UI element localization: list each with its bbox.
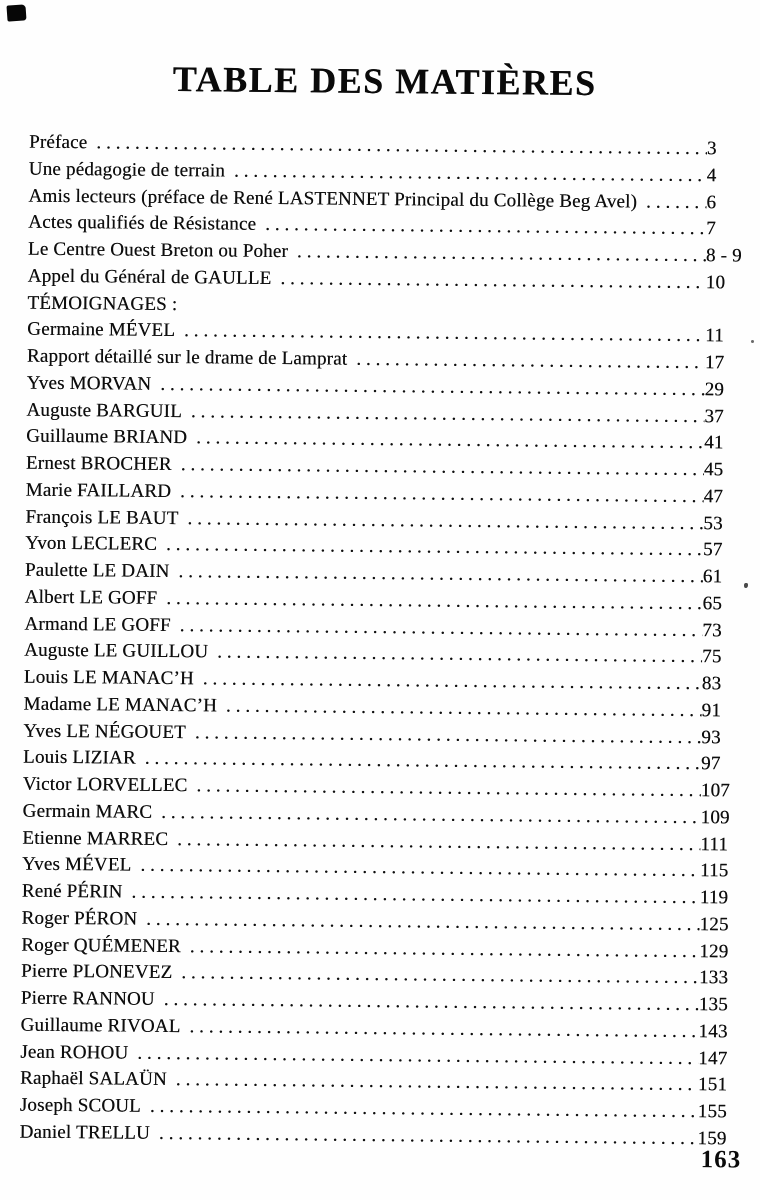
toc-entry-main xyxy=(29,132,707,161)
dot-leader xyxy=(177,829,700,856)
toc-list xyxy=(19,132,754,1155)
toc-entry-label: Le Centre Ouest Breton ou Poher xyxy=(27,238,289,263)
toc-entry-label: Yves MÉVEL xyxy=(21,853,132,876)
dot-leader xyxy=(180,615,703,642)
toc-entry-page: 57 xyxy=(703,539,723,561)
toc-entry-label: Yvon LECLERC xyxy=(25,532,158,556)
toc-entry-label: François LE BAUT xyxy=(25,506,179,529)
toc-entry-page: 125 xyxy=(699,913,729,936)
toc-entry-page: 129 xyxy=(699,940,729,962)
toc-entry-label: Pierre PLONEVEZ xyxy=(20,960,173,984)
toc-entry-label: Roger PÉRON xyxy=(21,907,138,930)
toc-entry-label: Jean ROHOU xyxy=(20,1041,129,1064)
toc-entry-label: Une pédagogie de terrain xyxy=(28,158,226,182)
toc-entry-label: Germaine MÉVEL xyxy=(27,318,176,342)
toc-entry-label: Appel du Général de GAULLE xyxy=(27,265,272,289)
toc-entry-page: 17 xyxy=(704,352,725,374)
dot-leader xyxy=(184,320,705,347)
toc-entry-page: 97 xyxy=(700,753,721,775)
dot-leader xyxy=(180,481,704,508)
dot-leader xyxy=(226,695,702,722)
toc-entry-page: 61 xyxy=(702,566,723,588)
toc-entry-page: 65 xyxy=(702,592,723,615)
toc-entry-page: 53 xyxy=(703,512,723,534)
toc-entry-page: 45 xyxy=(703,459,724,481)
toc-entry-label: TÉMOIGNAGES : xyxy=(27,292,178,315)
toc-entry-label: Marie FAILLARD xyxy=(25,479,172,502)
toc-entry-page: 143 xyxy=(698,1020,728,1043)
toc-entry-label: Louis LIZIAR xyxy=(22,746,136,769)
toc-entry-label: Amis lecteurs (préface de René LASTENNET Principal du Collège Beg Avel) xyxy=(28,185,638,212)
dot-leader xyxy=(131,882,699,909)
dot-leader xyxy=(181,962,699,989)
toc-entry-page: 111 xyxy=(700,833,729,855)
toc-entry-label: Pierre RANNOU xyxy=(20,987,155,1010)
footer-page-number: 163 xyxy=(700,1146,742,1174)
dot-leader xyxy=(280,268,706,294)
toc-entry-page: 93 xyxy=(701,726,721,748)
page-title: TABLE DES MATIÈRES xyxy=(172,58,597,104)
toc-entry-page: 155 xyxy=(697,1101,727,1123)
toc-entry-label: Madame LE MANAC’H xyxy=(23,693,218,717)
dot-leader xyxy=(150,1096,698,1123)
toc-entry-label: Etienne MARREC xyxy=(22,827,169,850)
toc-entry xyxy=(19,1121,744,1155)
toc-entry-label: Roger QUÉMENER xyxy=(21,934,181,957)
toc-entry-page: 151 xyxy=(697,1074,728,1096)
dot-leader xyxy=(140,855,700,882)
dot-leader xyxy=(137,1042,698,1069)
toc-entry-page: 8 - 9 xyxy=(705,245,742,267)
toc-entry-label: Actes qualifiés de Résistance xyxy=(28,211,257,236)
toc-entry-label: Paulette LE DAIN xyxy=(24,559,170,582)
toc-entry-label: Ernest BROCHER xyxy=(25,452,172,475)
toc-entry-page: 75 xyxy=(701,646,722,668)
dot-leader xyxy=(196,775,701,802)
toc-entry-label: Yves LE NÉGOUET xyxy=(23,720,187,743)
dot-leader xyxy=(166,588,703,615)
toc-entry-page: 11 xyxy=(705,325,724,347)
dot-leader xyxy=(265,214,706,240)
toc-entry-label: Guillaume BRIAND xyxy=(26,425,188,449)
dot-leader xyxy=(297,241,706,267)
toc-entry-page: 4 xyxy=(706,164,717,186)
toc-entry-label: Rapport détaillé sur le drame de Lamprat xyxy=(26,345,348,370)
toc-entry-page: 107 xyxy=(700,780,731,802)
dot-leader xyxy=(178,561,703,588)
toc-entry-label: Raphaël SALAÜN xyxy=(19,1067,167,1091)
dot-leader xyxy=(190,936,700,963)
toc-entry-page: 135 xyxy=(698,994,728,1016)
toc-entry-label: Yves MORVAN xyxy=(26,372,152,395)
toc-entry-label: Préface xyxy=(28,131,88,154)
dot-leader xyxy=(176,1069,698,1096)
toc-entry-page: 119 xyxy=(699,887,729,909)
dot-leader xyxy=(160,374,705,401)
dot-leader xyxy=(96,132,707,160)
toc-entry-page: 37 xyxy=(704,405,724,427)
toc-entry-page: 47 xyxy=(703,485,724,508)
toc-entry-page: 159 xyxy=(697,1127,727,1150)
dot-leader xyxy=(145,748,701,775)
toc-entry-page: 6 xyxy=(706,191,717,213)
toc-entry-page: 115 xyxy=(699,860,729,882)
dot-leader xyxy=(646,191,707,214)
toc-entry-label: Daniel TRELLU xyxy=(19,1121,151,1144)
dot-leader xyxy=(146,909,700,936)
dot-leader xyxy=(196,427,704,454)
dot-leader xyxy=(164,989,699,1016)
dot-leader xyxy=(217,642,702,669)
toc-entry-label: Auguste LE GUILLOU xyxy=(24,639,209,663)
toc-entry-label: Louis LE MANAC’H xyxy=(23,666,194,690)
toc-entry-page: 109 xyxy=(700,806,730,829)
toc-entry-page: 83 xyxy=(701,673,722,695)
toc-entry-page: 41 xyxy=(704,432,724,454)
toc-entry-label: Germain MARC xyxy=(22,800,153,823)
toc-entry-label: Auguste BARGUIL xyxy=(26,399,183,422)
dot-leader xyxy=(191,401,705,428)
toc-entry-label: Armand LE GOFF xyxy=(24,613,171,636)
toc-entry-page: 147 xyxy=(698,1047,728,1069)
dot-leader xyxy=(181,454,704,481)
dot-leader xyxy=(234,160,707,187)
toc-entry-page: 10 xyxy=(705,271,726,294)
toc-entry-page: 3 xyxy=(706,138,717,160)
toc-entry-page: 29 xyxy=(704,378,725,401)
toc-entry-label: René PÉRIN xyxy=(21,880,123,903)
dot-leader xyxy=(195,722,702,749)
toc-entry-page: 133 xyxy=(698,967,729,989)
dot-leader xyxy=(166,534,703,561)
dot-leader xyxy=(189,1016,698,1043)
toc-entry-label: Joseph SCOUL xyxy=(19,1094,142,1117)
toc-entry-label: Victor LORVELLEC xyxy=(22,773,188,797)
dot-leader xyxy=(159,1123,698,1150)
toc-entry-page: 7 xyxy=(706,218,716,240)
toc-entry-page: 73 xyxy=(702,619,722,641)
toc-entry-label: Albert LE GOFF xyxy=(24,586,158,609)
dot-leader xyxy=(356,349,705,374)
dot-leader xyxy=(187,508,703,535)
dot-leader xyxy=(203,668,702,695)
dot-leader xyxy=(161,802,701,829)
toc-entry-page: 91 xyxy=(701,699,722,722)
toc-entry-label: Guillaume RIVOAL xyxy=(20,1014,181,1037)
